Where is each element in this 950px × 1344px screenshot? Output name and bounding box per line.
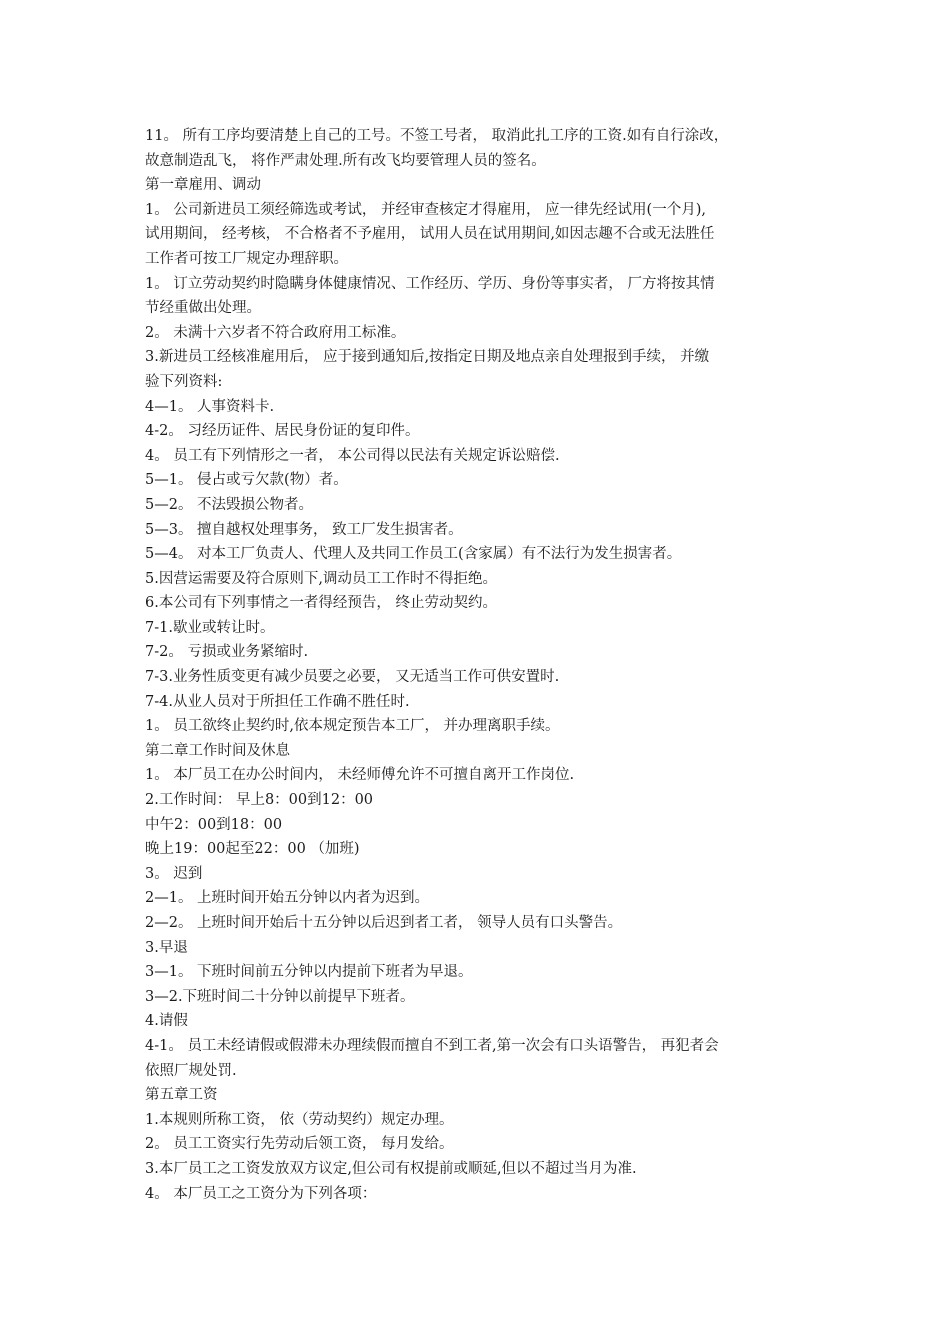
document-line: 7-1.歇业或转让时。 xyxy=(145,619,275,636)
document-line: 3—1。 下班时间前五分钟以内提前下班者为早退。 xyxy=(145,964,473,981)
document-line: 第一章雇用、调动 xyxy=(145,177,261,194)
document-line: 3。 迟到 xyxy=(145,865,203,882)
document-line: 1。 本厂员工在办公时间内， 未经师傅允许不可擅自离开工作岗位. xyxy=(145,767,575,784)
document-line: 7-3.业务性质变更有减少员要之必要， 又无适当工作可供安置时. xyxy=(145,669,560,686)
document-line: 1。 员工欲终止契约时,依本规定预告本工厂， 并办理离职手续。 xyxy=(145,718,560,735)
document-line: 7-4.从业人员对于所担任工作确不胜任时. xyxy=(145,693,410,710)
document-line: 5—1。 侵占或亏欠款(物）者。 xyxy=(145,472,348,489)
document-line: 中午2：00到18：00 xyxy=(145,816,283,833)
document-line: 依照厂规处罚. xyxy=(145,1062,237,1079)
document-line: 5—3。 擅自越权处理事务， 致工厂发生损害者。 xyxy=(145,521,463,538)
document-line: 3.本厂员工之工资发放双方议定,但公司有权提前或顺延,但以不超过当月为准. xyxy=(145,1160,637,1177)
document-line: 6.本公司有下列事情之一者得经预告， 终止劳动契约。 xyxy=(145,595,497,612)
document-line: 第五章工资 xyxy=(145,1087,218,1104)
document-line: 4—1。 人事资料卡. xyxy=(145,398,275,415)
document-line: 2.工作时间： 早上8：00到12：00 xyxy=(145,792,374,809)
document-line: 4.请假 xyxy=(145,1013,188,1030)
document-body xyxy=(145,124,815,1206)
document-line: 11。 所有工序均要清楚上自己的工号。不签工号者， 取消此扎工序的工资.如有自行涂改， xyxy=(145,128,729,144)
document-line: 2—1。 上班时间开始五分钟以内者为迟到。 xyxy=(145,890,430,907)
document-line: 5.因营运需要及符合原则下,调动员工工作时不得拒绝。 xyxy=(145,570,497,587)
document-line: 5—4。 对本工厂负责人、代理人及共同工作员工(含家属）有不法行为发生损害者。 xyxy=(145,546,682,563)
document-line: 2。 员工工资实行先劳动后领工资， 每月发给。 xyxy=(145,1136,454,1153)
document-line: 1.本规则所称工资， 依（劳动契约）规定办理。 xyxy=(145,1111,454,1128)
document-line: 2—2。 上班时间开始后十五分钟以后迟到者工者， 领导人员有口头警告。 xyxy=(145,915,623,931)
document-line: 3.新进员工经核准雇用后， 应于接到通知后,按指定日期及地点亲自处理报到手续， 并缴 xyxy=(145,349,710,366)
document-line: 3.早退 xyxy=(145,939,188,956)
document-line: 工作者可按工厂规定办理辞职。 xyxy=(145,250,348,267)
document-line: 3—2.下班时间二十分钟以前提早下班者。 xyxy=(145,988,415,1005)
document-line: 2。 未满十六岁者不符合政府用工标准。 xyxy=(145,324,406,341)
document-line: 晚上19：00起至22：00 （加班) xyxy=(145,841,360,858)
document-line: 1。 公司新进员工须经筛选或考试， 并经审查核定才得雇用， 应一律先经试用(一个月), xyxy=(145,201,706,218)
document-line: 4-1。 员工未经请假或假滞未办理续假而擅自不到工者,第一次会有口头语警告， 再犯者会 xyxy=(145,1037,719,1054)
document-line: 4。 员工有下列情形之一者， 本公司得以民法有关规定诉讼赔偿. xyxy=(145,447,560,464)
document-line: 故意制造乱飞， 将作严肃处理.所有改飞均要管理人员的签名。 xyxy=(145,152,546,169)
document-line: 4。 本厂员工之工资分为下列各项： xyxy=(145,1185,377,1202)
document-line: 试用期间， 经考核， 不合格者不予雇用， 试用人员在试用期间,如因志趣不合或无法胜任 xyxy=(145,226,715,243)
document-line: 4-2。 习经历证件、居民身份证的复印件。 xyxy=(145,423,420,440)
document-line: 1。 订立劳动契约时隐瞒身体健康情况、工作经历、学历、身份等事实者， 厂方将按其情 xyxy=(145,275,715,292)
document-line: 节经重做出处理。 xyxy=(145,300,261,317)
document-line: 5—2。 不法毁损公物者。 xyxy=(145,496,314,513)
document-line: 第二章工作时间及休息 xyxy=(145,742,290,759)
document-line: 7-2。 亏损或业务紧缩时. xyxy=(145,644,309,661)
document-line: 验下列资料: xyxy=(145,373,223,390)
